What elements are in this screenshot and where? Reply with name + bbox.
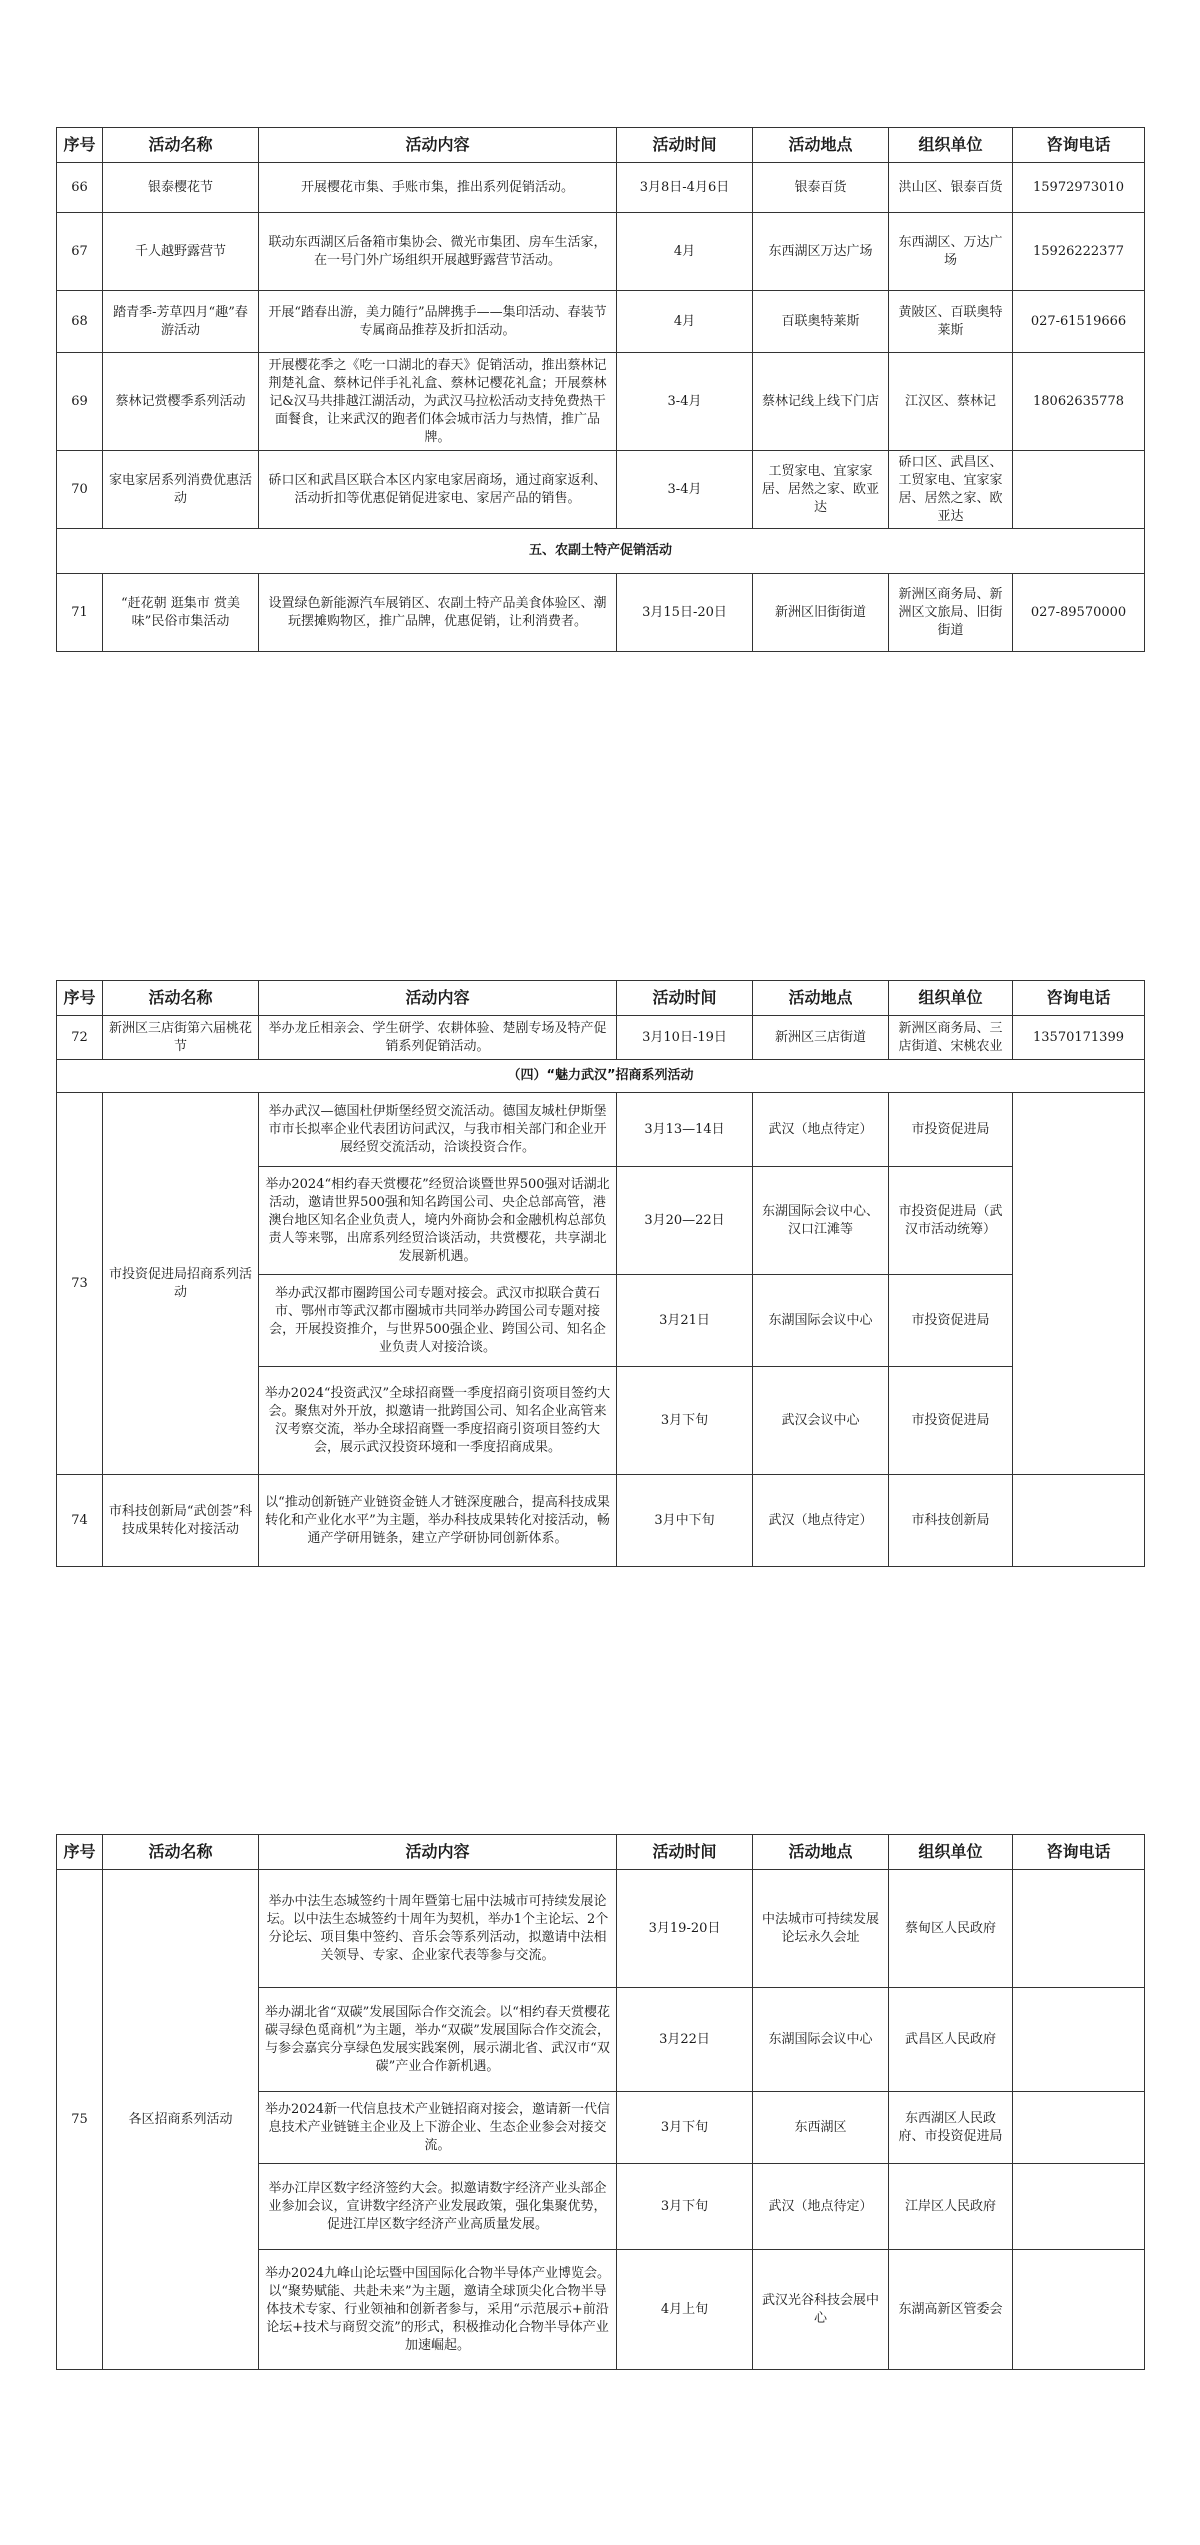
table-header-row [57,1835,1145,1870]
cell-place: 中法城市可持续发展论坛永久会址 [753,1870,889,1988]
cell-place: 东湖国际会议中心 [753,1988,889,2092]
section-title: （四）“魅力武汉”招商系列活动 [57,1060,1145,1093]
header-name: 活动名称 [103,128,259,163]
cell-name: 银泰樱花节 [103,163,259,213]
cell-time: 3月22日 [617,1988,753,2092]
cell-time: 3月13—14日 [617,1093,753,1167]
table-row [57,451,1145,529]
cell-content: 举办2024新一代信息技术产业链招商对接会，邀请新一代信息技术产业链链主企业及上下游企业、生态企业参会对接交流。 [259,2092,617,2164]
header-phone: 咨询电话 [1013,1835,1145,1870]
activity-table-3 [56,1834,1145,2370]
cell-phone [1013,1870,1145,1988]
cell-org: 洪山区、银泰百货 [889,163,1013,213]
cell-name: 新洲区三店街第六届桃花节 [103,1016,259,1060]
cell-phone [1013,1093,1145,1475]
cell-place: 新洲区旧街街道 [753,574,889,652]
cell-time: 3月中下旬 [617,1475,753,1567]
cell-phone [1013,2092,1145,2164]
cell-content: 举办2024“相约春天赏樱花”经贸洽谈暨世界500强对话湖北活动，邀请世界500强和知名跨国公司、央企总部高管，港澳台地区知名企业负责人，境内外商协会和金融机构总部负责人等来鄂，出席系列经贸洽谈活动，共赏樱花，共享湖北发展新机遇。 [259,1167,617,1275]
cell-time: 3月19-20日 [617,1870,753,1988]
section-row [57,1060,1145,1093]
cell-no: 73 [57,1093,103,1475]
header-content: 活动内容 [259,981,617,1016]
cell-no: 66 [57,163,103,213]
cell-time: 4月上旬 [617,2250,753,2370]
cell-place: 东西湖区 [753,2092,889,2164]
cell-org: 市科技创新局 [889,1475,1013,1567]
cell-name: 家电家居系列消费优惠活动 [103,451,259,529]
cell-place: 东湖国际会议中心 [753,1275,889,1367]
cell-content: 举办武汉都市圈跨国公司专题对接会。武汉市拟联合黄石市、鄂州市等武汉都市圈城市共同举办跨国公司专题对接会，开展投资推介，与世界500强企业、跨国公司、知名企业负责人对接洽谈。 [259,1275,617,1367]
cell-phone [1013,2164,1145,2250]
cell-time: 3月下旬 [617,2164,753,2250]
cell-content: 以“推动创新链产业链资金链人才链深度融合，提高科技成果转化和产业化水平”为主题，举办科技成果转化对接活动，畅通产学研用链条，建立产学研协同创新体系。 [259,1475,617,1567]
header-place: 活动地点 [753,981,889,1016]
cell-phone: 027-61519666 [1013,291,1145,353]
cell-org: 东西湖区、万达广场 [889,213,1013,291]
cell-content: 举办中法生态城签约十周年暨第七届中法城市可持续发展论坛。以中法生态城签约十周年为契机，举办1个主论坛、2个分论坛、项目集中签约、音乐会等系列活动，拟邀请中法相关领导、专家、企业家代表等参与交流。 [259,1870,617,1988]
table-row [57,213,1145,291]
cell-content: 设置绿色新能源汽车展销区、农副土特产品美食体验区、潮玩摆摊购物区，推广品牌，优惠促销，让利消费者。 [259,574,617,652]
cell-place: 武汉（地点待定） [753,1093,889,1167]
header-place: 活动地点 [753,128,889,163]
cell-phone: 13570171399 [1013,1016,1145,1060]
header-no: 序号 [57,128,103,163]
cell-no: 72 [57,1016,103,1060]
cell-org: 武昌区人民政府 [889,1988,1013,2092]
table-header-row [57,128,1145,163]
cell-phone: 15972973010 [1013,163,1145,213]
table-row [57,1475,1145,1567]
header-content: 活动内容 [259,1835,617,1870]
cell-no: 71 [57,574,103,652]
cell-org: 蔡甸区人民政府 [889,1870,1013,1988]
cell-org: 东西湖区人民政府、市投资促进局 [889,2092,1013,2164]
cell-content: 举办湖北省“双碳”发展国际合作交流会。以“相约春天赏樱花 碳寻绿色觅商机”为主题，举办“双碳”发展国际合作交流会，与参会嘉宾分享绿色发展实践案例，展示湖北省、武汉市“双碳”产业合作新机遇。 [259,1988,617,2092]
cell-no: 69 [57,353,103,451]
header-org: 组织单位 [889,981,1013,1016]
cell-name: 踏青季-芳草四月“趣”春游活动 [103,291,259,353]
cell-phone [1013,1475,1145,1567]
cell-place: 新洲区三店街道 [753,1016,889,1060]
cell-org: 市投资促进局（武汉市活动统筹） [889,1167,1013,1275]
activity-table-2 [56,980,1145,1567]
table-row [57,1093,1145,1167]
cell-place: 百联奥特莱斯 [753,291,889,353]
cell-name: 市科技创新局“武创荟”科技成果转化对接活动 [103,1475,259,1567]
cell-name: 蔡林记赏樱季系列活动 [103,353,259,451]
table-row [57,1870,1145,1988]
cell-no: 67 [57,213,103,291]
cell-place: 银泰百货 [753,163,889,213]
section-title: 五、农副土特产促销活动 [57,529,1145,574]
cell-org: 江岸区人民政府 [889,2164,1013,2250]
cell-content: 开展“踏春出游，美力随行”品牌携手——集印活动、春装节专属商品推荐及折扣活动。 [259,291,617,353]
header-org: 组织单位 [889,128,1013,163]
cell-name: “赶花朝 逛集市 赏美味”民俗市集活动 [103,574,259,652]
cell-org: 市投资促进局 [889,1367,1013,1475]
cell-content: 举办龙丘相亲会、学生研学、农耕体验、楚剧专场及特产促销系列促销活动。 [259,1016,617,1060]
cell-place: 东西湖区万达广场 [753,213,889,291]
cell-phone [1013,1988,1145,2092]
cell-org: 新洲区商务局、新洲区文旅局、旧街街道 [889,574,1013,652]
cell-time: 4月 [617,213,753,291]
header-time: 活动时间 [617,1835,753,1870]
header-place: 活动地点 [753,1835,889,1870]
cell-org: 市投资促进局 [889,1093,1013,1167]
cell-content: 举办江岸区数字经济签约大会。拟邀请数字经济产业头部企业参加会议，宣讲数字经济产业发展政策，强化集聚优势，促进江岸区数字经济产业高质量发展。 [259,2164,617,2250]
cell-org: 东湖高新区管委会 [889,2250,1013,2370]
cell-phone: 027-89570000 [1013,574,1145,652]
cell-place: 东湖国际会议中心、汉口江滩等 [753,1167,889,1275]
table-header-row [57,981,1145,1016]
cell-name: 市投资促进局招商系列活动 [103,1093,259,1475]
cell-place: 蔡林记线上线下门店 [753,353,889,451]
cell-time: 3-4月 [617,353,753,451]
cell-time: 3月8日-4月6日 [617,163,753,213]
cell-content: 举办武汉—德国杜伊斯堡经贸交流活动。德国友城杜伊斯堡市市长拟率企业代表团访问武汉，与我市相关部门和企业开展经贸交流活动，洽谈投资合作。 [259,1093,617,1167]
cell-place: 武汉（地点待定） [753,1475,889,1567]
header-name: 活动名称 [103,1835,259,1870]
header-time: 活动时间 [617,128,753,163]
cell-content: 开展樱花季之《吃一口湖北的春天》促销活动，推出蔡林记荆楚礼盒、蔡林记伴手礼礼盒、蔡林记樱花礼盒；开展蔡林记&汉马共排越江湖活动，为武汉马拉松活动支持免费热干面餐食，让来武汉的跑者们体会城市活力与热情，推广品牌。 [259,353,617,451]
table-row [57,574,1145,652]
cell-phone [1013,451,1145,529]
cell-org: 江汉区、蔡林记 [889,353,1013,451]
header-phone: 咨询电话 [1013,981,1145,1016]
table-row [57,291,1145,353]
cell-org: 硚口区、武昌区、工贸家电、宜家家居、居然之家、欧亚达 [889,451,1013,529]
table-row [57,353,1145,451]
cell-phone: 15926222377 [1013,213,1145,291]
cell-name: 千人越野露营节 [103,213,259,291]
cell-time: 3月下旬 [617,1367,753,1475]
cell-content: 举办2024“投资武汉”全球招商暨一季度招商引资项目签约大会。聚焦对外开放，拟邀请一批跨国公司、知名企业高管来汉考察交流，举办全球招商暨一季度招商引资项目签约大会，展示武汉投资环境和一季度招商成果。 [259,1367,617,1475]
cell-phone [1013,2250,1145,2370]
cell-no: 70 [57,451,103,529]
cell-place: 武汉会议中心 [753,1367,889,1475]
cell-time: 3月20—22日 [617,1167,753,1275]
header-content: 活动内容 [259,128,617,163]
header-org: 组织单位 [889,1835,1013,1870]
cell-time: 3月21日 [617,1275,753,1367]
cell-place: 武汉光谷科技会展中心 [753,2250,889,2370]
cell-content: 联动东西湖区后备箱市集协会、微光市集团、房车生活家，在一号门外广场组织开展越野露营节活动。 [259,213,617,291]
header-no: 序号 [57,1835,103,1870]
section-row [57,529,1145,574]
table-row [57,163,1145,213]
cell-org: 新洲区商务局、三店街道、宋桃农业 [889,1016,1013,1060]
cell-content: 硚口区和武昌区联合本区内家电家居商场，通过商家返利、活动折扣等优惠促销促进家电、家居产品的销售。 [259,451,617,529]
cell-org: 黄陂区、百联奥特莱斯 [889,291,1013,353]
cell-content: 举办2024九峰山论坛暨中国国际化合物半导体产业博览会。以“聚势赋能、共赴未来”为主题，邀请全球顶尖化合物半导体技术专家、行业领袖和创新者参与，采用“示范展示+前沿论坛+技术与商贸交流”的形式，积极推动化合物半导体产业加速崛起。 [259,2250,617,2370]
cell-no: 74 [57,1475,103,1567]
cell-no: 68 [57,291,103,353]
cell-time: 4月 [617,291,753,353]
cell-time: 3月下旬 [617,2092,753,2164]
table-row [57,1016,1145,1060]
header-no: 序号 [57,981,103,1016]
cell-content: 开展樱花市集、手账市集，推出系列促销活动。 [259,163,617,213]
cell-time: 3月10日-19日 [617,1016,753,1060]
cell-org: 市投资促进局 [889,1275,1013,1367]
cell-place: 工贸家电、宜家家居、居然之家、欧亚达 [753,451,889,529]
header-name: 活动名称 [103,981,259,1016]
cell-place: 武汉（地点待定） [753,2164,889,2250]
header-phone: 咨询电话 [1013,128,1145,163]
cell-time: 3-4月 [617,451,753,529]
cell-name: 各区招商系列活动 [103,1870,259,2370]
activity-table-1 [56,127,1145,652]
header-time: 活动时间 [617,981,753,1016]
cell-time: 3月15日-20日 [617,574,753,652]
cell-phone: 18062635778 [1013,353,1145,451]
cell-no: 75 [57,1870,103,2370]
